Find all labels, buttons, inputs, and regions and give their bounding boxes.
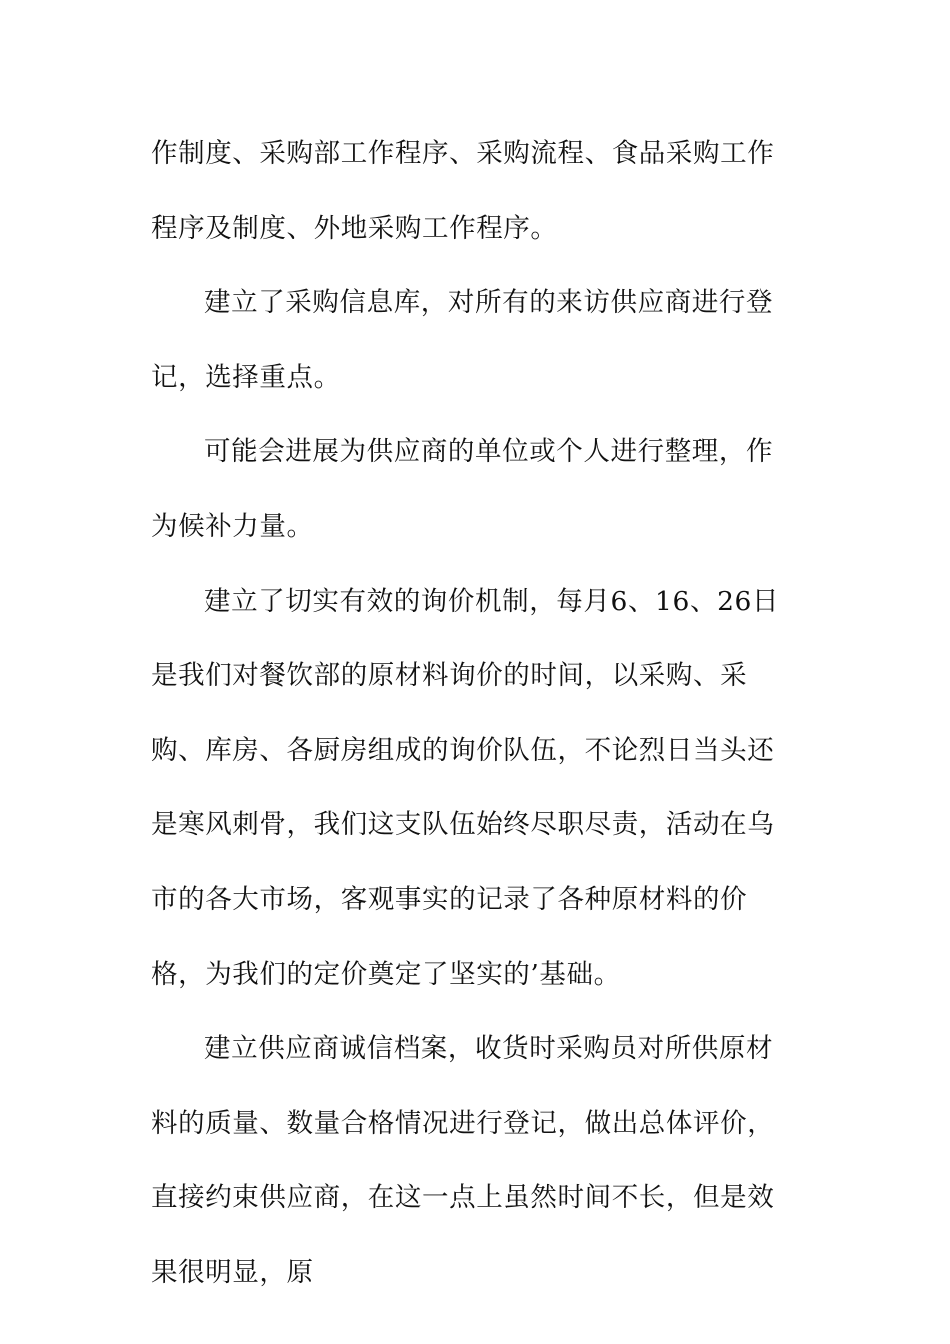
paragraph-4: 建立了切实有效的询价机制，每月6、16、26日是我们对餐饮部的原材料询价的时间，以采购、采购、库房、各厨房组成的询价队伍，不论烈日当头还是寒风刺骨，我们这支队伍始终尽职尽责，活动在乌市的各大市场，客观事实的记录了各种原材料的价格，为我们的定价奠定了坚实的’基础。 bbox=[151, 585, 780, 990]
paragraph-5: 建立供应商诚信档案，收货时采购员对所供原材料的质量、数量合格情况进行登记，做出总体评价，直接约束供应商，在这一点上虽然时间不长，但是效果很明显，原 bbox=[151, 1033, 775, 1288]
paragraph-1: 作制度、采购部工作程序、采购流程、食品采购工作程序及制度、外地采购工作程序。 bbox=[151, 138, 775, 244]
paragraph-2: 建立了采购信息库，对所有的来访供应商进行登记，选择重点。 bbox=[151, 287, 774, 393]
document-body bbox=[151, 117, 791, 1311]
paragraph-3: 可能会进展为供应商的单位或个人进行整理，作为候补力量。 bbox=[151, 436, 774, 542]
